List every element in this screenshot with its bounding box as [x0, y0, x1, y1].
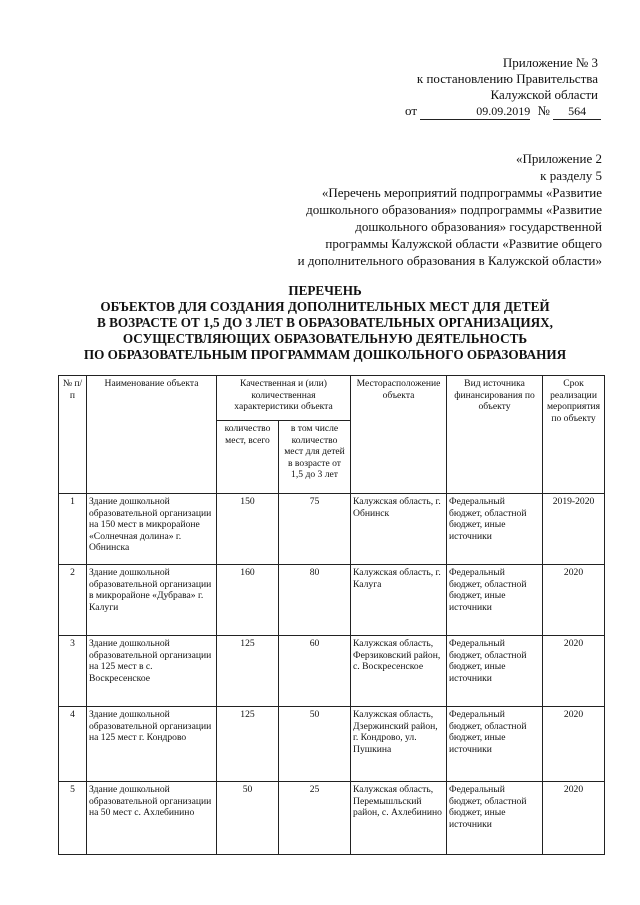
preamble-line-1: «Приложение 2 — [515, 151, 602, 166]
row-num-cell: 4 — [59, 707, 87, 782]
row-young-places-cell: 75 — [279, 494, 351, 565]
objects-table — [58, 375, 605, 855]
table-header-row-1 — [59, 376, 605, 421]
header-term: Срок реализации мероприятия по объекту — [543, 376, 605, 494]
table-row — [59, 782, 605, 855]
row-total-places-cell: 125 — [217, 707, 279, 782]
row-young-places-cell: 50 — [279, 707, 351, 782]
row-term-cell: 2020 — [543, 636, 605, 707]
row-name-cell: Здание дошкольной образовательной организации на 125 мест г. Кондрово — [87, 707, 217, 782]
appendix-line-1: Приложение № 3 — [502, 55, 598, 70]
row-term-cell: 2020 — [543, 707, 605, 782]
header-characteristics: Качественная и (или) количественная характеристики объекта — [217, 376, 351, 421]
appendix-block — [330, 55, 598, 103]
row-funding-cell: Федеральный бюджет, областной бюджет, иные источники — [447, 494, 543, 565]
document-number: 564 — [568, 104, 587, 118]
row-num-cell: 2 — [59, 565, 87, 636]
row-name-cell: Здание дошкольной образовательной организации на 125 мест в с. Воскресенское — [87, 636, 217, 707]
title-line-2: ОБЪЕКТОВ ДЛЯ СОЗДАНИЯ ДОПОЛНИТЕЛЬНЫХ МЕСТ ДЛЯ ДЕТЕЙ — [100, 299, 550, 314]
table-row — [59, 565, 605, 636]
header-total-places: количество мест, всего — [217, 421, 279, 494]
row-funding-cell: Федеральный бюджет, областной бюджет, иные источники — [447, 782, 543, 855]
table-row — [59, 707, 605, 782]
row-young-places-cell: 25 — [279, 782, 351, 855]
appendix-line-2: к постановлению Правительства — [416, 71, 598, 86]
appendix-line-3: Калужской области — [490, 87, 598, 102]
row-num-cell: 5 — [59, 782, 87, 855]
header-places-1-5-3: в том числе количество мест для детей в возрасте от 1,5 до 3 лет — [279, 421, 351, 494]
preamble-line-4: дошкольного образования» подпрограммы «Развитие — [306, 202, 602, 217]
table-row — [59, 636, 605, 707]
row-name-cell: Здание дошкольной образовательной организации на 50 мест с. Ахлебинино — [87, 782, 217, 855]
preamble-block — [250, 150, 602, 269]
appendix-date-line — [405, 103, 615, 120]
title-line-3: В ВОЗРАСТЕ ОТ 1,5 ДО 3 ЛЕТ В ОБРАЗОВАТЕЛЬНЫХ ОРГАНИЗАЦИЯХ, — [97, 315, 553, 330]
preamble-line-3: «Перечень мероприятий подпрограммы «Развитие — [321, 185, 602, 200]
row-term-cell: 2019-2020 — [543, 494, 605, 565]
header-name: Наименование объекта — [87, 376, 217, 494]
table-row — [59, 494, 605, 565]
preamble-line-7: и дополнительного образования в Калужской области» — [297, 253, 602, 268]
row-location-cell: Калужская область, Ферзиковский район, с. Воскресенское — [351, 636, 447, 707]
row-location-cell: Калужская область, г. Обнинск — [351, 494, 447, 565]
row-funding-cell: Федеральный бюджет, областной бюджет, иные источники — [447, 707, 543, 782]
preamble-line-2: к разделу 5 — [540, 168, 602, 183]
row-total-places-cell: 50 — [217, 782, 279, 855]
from-label: от — [405, 103, 418, 118]
preamble-line-6: программы Калужской области «Развитие общего — [325, 236, 602, 251]
row-num-cell: 3 — [59, 636, 87, 707]
document-title — [40, 283, 610, 363]
title-line-1: ПЕРЕЧЕНЬ — [288, 283, 362, 298]
row-num-cell: 1 — [59, 494, 87, 565]
row-funding-cell: Федеральный бюджет, областной бюджет, иные источники — [447, 636, 543, 707]
row-location-cell: Калужская область, Перемышльский район, с. Ахлебинино — [351, 782, 447, 855]
row-young-places-cell: 60 — [279, 636, 351, 707]
row-name-cell: Здание дошкольной образовательной организации на 150 мест в микрорайоне «Солнечная долина» г. Обнинска — [87, 494, 217, 565]
header-location: Месторасположение объекта — [351, 376, 447, 494]
row-total-places-cell: 125 — [217, 636, 279, 707]
row-young-places-cell: 80 — [279, 565, 351, 636]
number-label: № — [537, 103, 550, 118]
row-funding-cell: Федеральный бюджет, областной бюджет, иные источники — [447, 565, 543, 636]
title-line-5: ПО ОБРАЗОВАТЕЛЬНЫМ ПРОГРАММАМ ДОШКОЛЬНОГО ОБРАЗОВАНИЯ — [83, 347, 567, 362]
row-total-places-cell: 150 — [217, 494, 279, 565]
row-name-cell: Здание дошкольной образовательной организации в микрорайоне «Дубрава» г. Калуги — [87, 565, 217, 636]
row-term-cell: 2020 — [543, 565, 605, 636]
document-date: 09.09.2019 — [476, 104, 531, 118]
row-total-places-cell: 160 — [217, 565, 279, 636]
row-term-cell: 2020 — [543, 782, 605, 855]
header-num: № п/п — [59, 376, 87, 494]
row-location-cell: Калужская область, Дзержинский район, г. Кондрово, ул. Пушкина — [351, 707, 447, 782]
title-line-4: ОСУЩЕСТВЛЯЮЩИХ ОБРАЗОВАТЕЛЬНУЮ ДЕЯТЕЛЬНОСТЬ — [122, 331, 528, 346]
row-location-cell: Калужская область, г. Калуга — [351, 565, 447, 636]
preamble-line-5: дошкольного образования» государственной — [355, 219, 602, 234]
header-funding: Вид источника финансирования по объекту — [447, 376, 543, 494]
